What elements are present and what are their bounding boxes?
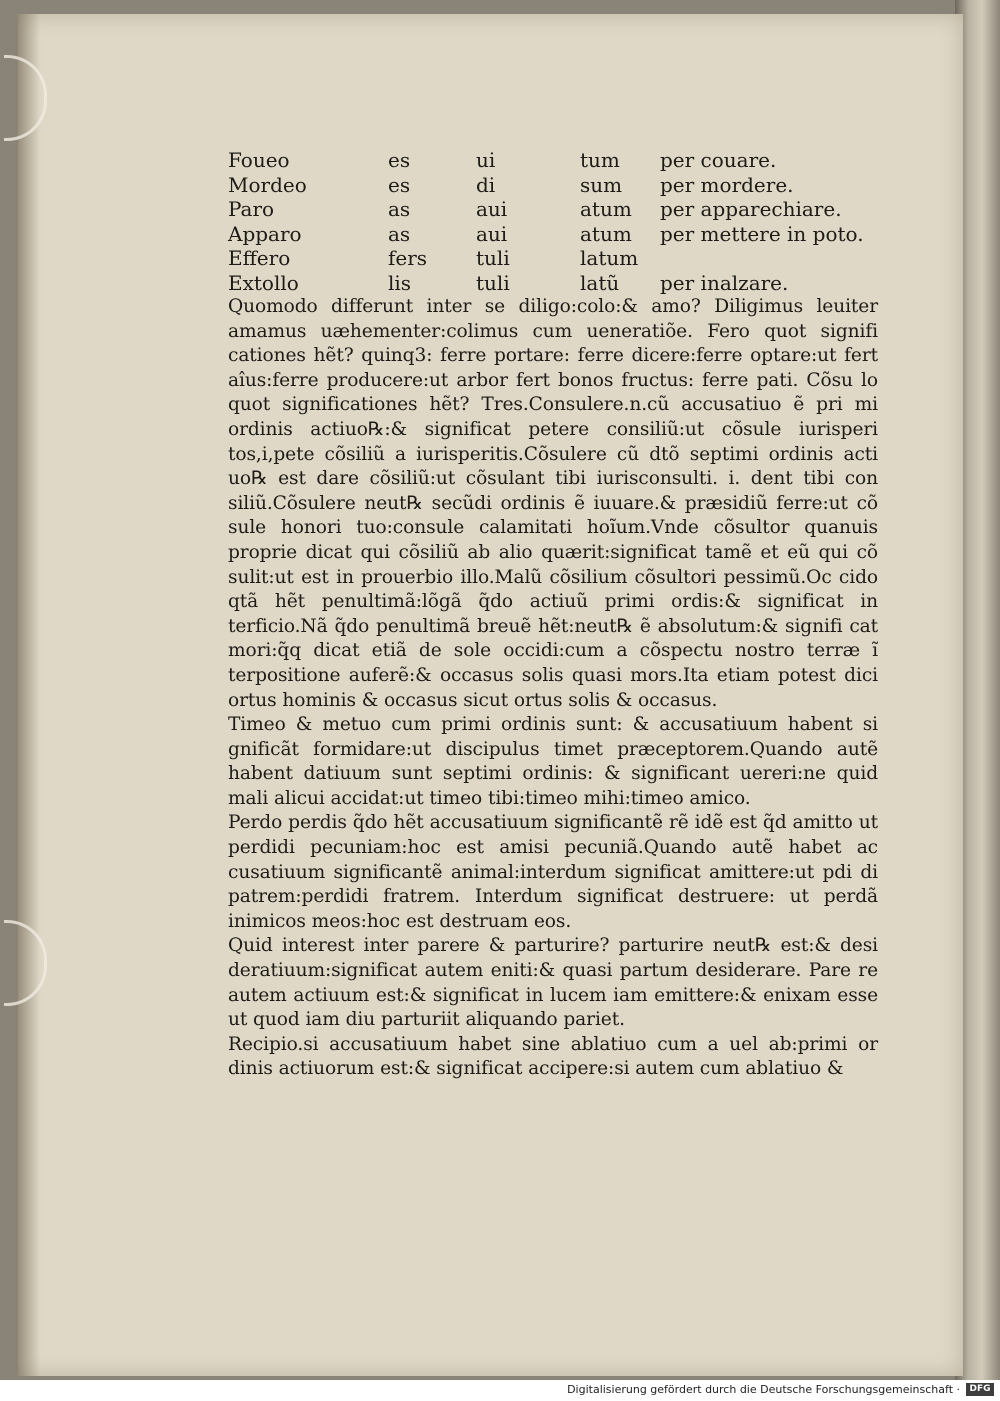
verb-verb-cell: Extollo [228,270,299,295]
verb-table-row [228,173,878,198]
verb-table-row [228,222,878,247]
verb-supine-cell: atum [580,221,632,246]
verb-supine-cell: latum [580,246,639,270]
verb-second-cell: as [388,197,411,221]
verb-verb-cell: Effero [228,246,291,270]
text-paragraph: Recipio.si accusatiuum habet sine ablatiuo cum a uel ab:primi or dinis actiuorum est:& significat accipere:si autem cum ablatiuo & [228,1033,878,1080]
text-paragraph: Timeo & metuo cum primi ordinis sunt: & accusatiuum habent si gnificãt formidare:ut discipulus timet præceptorem.Quando autẽ habent datiuum sunt septimi ordinis: & significant uereri:ne quid mali alicui accidat:ut timeo tibi:timeo mihi:timeo amico. [228,714,878,809]
verb-verb-cell: Mordeo [228,172,307,197]
verb-perfect-cell: tuli [476,246,510,270]
verb-verb-cell: Paro [228,197,275,221]
verb-supine-cell: sum [580,172,623,197]
verb-perfect-cell: tuli [476,270,510,295]
verb-meaning-cell: per apparechiare. [660,197,842,221]
printed-text-block [228,148,878,1082]
verb-meaning-cell: per mordere. [660,172,794,197]
verb-meaning-cell: per couare. [660,148,777,172]
verb-perfect-cell: ui [476,148,496,172]
verb-table-row [228,271,878,296]
funding-credit: Digitalisierung gefördert durch die Deutsche Forschungsgemeinschaft · [567,1383,960,1396]
verb-perfect-cell: aui [476,197,508,221]
verb-supine-cell: atum [580,197,632,221]
verb-conjugation-table [228,148,878,295]
verb-second-cell: es [388,172,411,197]
text-paragraph: Perdo perdis q̃do hẽt accusatiuum significantẽ rẽ idẽ est q̃d amitto ut perdidi pecuniam:hoc est amisi pecuniã.Quando autẽ habet ac cusatiuum significantẽ animal:interdum significat amittere:ut pdi di patrem:perdidi fratrem. Interdum significat destruere: ut perdã inimicos meos:hoc est destruam eos. [228,812,878,932]
verb-table-row [228,197,878,222]
verb-verb-cell: Apparo [228,221,302,246]
verb-second-cell: as [388,221,411,246]
gutter-shadow [18,14,40,1376]
verb-meaning-cell: per inalzare. [660,270,789,295]
verb-table-row [228,246,878,271]
commentary-paragraphs [228,295,878,1082]
dfg-logo-icon: DFG [966,1383,994,1396]
verb-perfect-cell: aui [476,221,508,246]
verb-second-cell: lis [388,270,412,295]
verb-meaning-cell: per mettere in poto. [660,221,864,246]
verb-supine-cell: tum [580,148,620,172]
verb-second-cell: fers [388,246,428,270]
verb-supine-cell: latũ [580,270,620,295]
verb-verb-cell: Foueo [228,148,290,172]
verb-second-cell: es [388,148,411,172]
digitization-footer [0,1380,1000,1401]
verb-perfect-cell: di [476,172,496,197]
verb-table-row [228,148,878,173]
text-paragraph: Quid interest inter parere & parturire? parturire neut℞ est:& desi deratiuum:significat autem eniti:& quasi partum desiderare. Pare re autem actiuum est:& significat in lucem iam emittere:& enixam esse ut quod iam diu parturiit aliquando pariet. [228,935,878,1031]
text-paragraph: Quomodo differunt inter se diligo:colo:& amo? Diligimus leuiter amamus uæhementer:colimus cum ueneratiõe. Fero quot signifi cationes hẽt? quinq3: ferre portare: ferre dicere:ferre optare:ut fert aîus:ferre producere:ut arbor fert bonos fructus: ferre pati. Cõsu lo quot significationes hẽt? Tres.Consulere.n.cũ accusatiuo ẽ pri mi ordinis actiuo℞:& significat petere consiliũ:ut cõsule iurisperi tos,i,pete cõsiliũ a iurisperitis.Cõsulere cũ dtõ septimi ordinis acti uo℞ est dare cõsiliũ:ut cõsulant tibi iurisconsulti. i. dent tibi con siliũ.Cõsulere neut℞ secũdi ordinis ẽ iuuare.& præsidiũ ferre:ut cõ sule honori tuo:consule calamitati hoĩum.Vnde cõsultor quanuis proprie dicat qui cõsiliũ ab alio quærit:significat tamẽ et eũ qui cõ sulit:ut est in prouerbio illo.Malũ cõsilium cõsultori pessimũ.Oc cido qtã hẽt penultimã:lõgã q̃do actiuũ primi ordis:& significat in terficio.Nã q̃do penultimã breuẽ hẽt:neut℞ ẽ absolutum:& signifi cat mori:q̃q dicat etiã de sole occidi:cum a cõspectu nostro terræ ĩ terpositione auferẽ:& occasus solis quasi mors.Ita etiam potest dici ortus hominis & occasus sicut ortus solis & occasus. [228,296,878,711]
